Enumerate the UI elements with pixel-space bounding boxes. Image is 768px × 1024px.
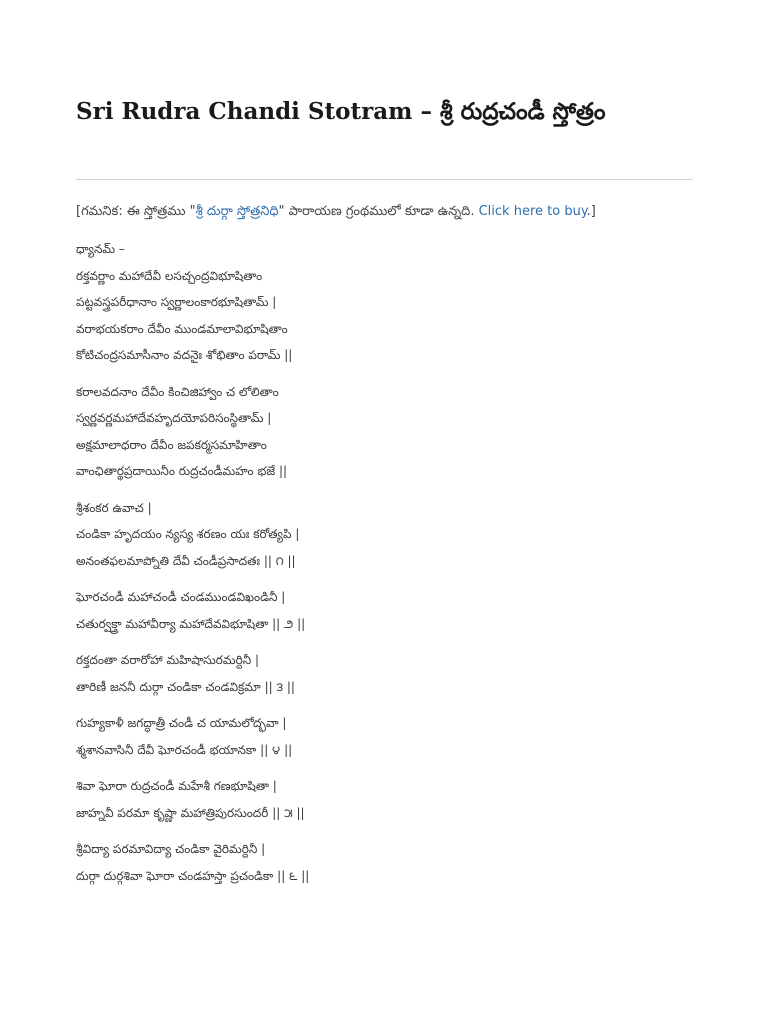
stanza: [76, 584, 693, 637]
verse-line: జాహ్నవీ పరమా కృష్ణా మహాత్రిపురసుందరీ || ౫ ||: [76, 805, 305, 820]
stanza: [76, 495, 693, 575]
page-title: Sri Rudra Chandi Stotram – శ్రీ రుద్రచండీ స్తోత్రం: [76, 98, 606, 125]
note-middle: " పారాయణ గ్రంథములో కూడా ఉన్నది.: [278, 204, 479, 219]
verse-line: చతుర్వక్త్రా మహావీర్యా మహాదేవవిభూషితా || ౨ ||: [76, 616, 306, 631]
verse-line: రక్తదంతా వరారోహా మహిషాసురమర్దినీ |: [76, 653, 259, 667]
verse-line: ధ్యానమ్ –: [76, 242, 125, 256]
verse-line: ఘోరచండీ మహాచండీ చండముండవిఖండినీ |: [76, 590, 286, 604]
stanza: [76, 710, 693, 763]
verse-line: పట్టవస్త్రపరీధానాం స్వర్ణాలంకారభూషితామ్ |: [76, 295, 277, 309]
stanza: [76, 647, 693, 700]
note-suffix: .]: [586, 204, 596, 219]
verse-line: స్వర్ణవర్ణమహాదేవహృదయోపరిసంస్థితామ్ |: [76, 411, 272, 425]
verse-line: దుర్గా దుర్గశివా ఘోరా చండహస్తా ప్రచండికా || ౬ ||: [76, 868, 310, 883]
stanza: [76, 379, 693, 485]
verse-line: శ్రీవిద్యా పరమావిద్యా చండికా వైరిమర్దినీ |: [76, 842, 266, 856]
verse-line: తారిణీ జననీ దుర్గా చండికా చండవిక్రమా || ౩ ||: [76, 679, 295, 694]
buy-link[interactable]: Click here to buy: [478, 204, 587, 219]
stanza: [76, 773, 693, 826]
verse-line: శ్రీశంకర ఉవాచ |: [76, 500, 152, 515]
stanza: [76, 836, 693, 889]
verse-line: శ్మశానవాసినీ దేవీ ఘోరచండీ భయానకా || ౪ ||: [76, 742, 293, 757]
stanza: [76, 236, 693, 369]
note: [76, 201, 596, 223]
verse-line: గుహ్యకాళీ జగద్ధాత్రీ చండీ చ యామలోద్భవా |: [76, 716, 287, 730]
note-prefix: [గమనిక: ఈ స్తోత్రము ": [76, 204, 196, 219]
verse-line: అక్షమాలాధరాం దేవీం జపకర్మసమాహితాం: [76, 437, 267, 452]
verse-line: రక్తవర్ణాం మహాదేవీ లసచ్చంద్రవిభూషితాం: [76, 268, 263, 283]
verse-line: చండికా హృదయం న్యస్య శరణం యః కరోత్యపి |: [76, 527, 300, 541]
verse-line: కరాలవదనాం దేవీం కించిజిహ్వాం చ లోలితాం: [76, 384, 279, 399]
verse-line: వాంఛితార్థప్రదాయినీం రుద్రచండీమహం భజే ||: [76, 464, 288, 478]
verse-line: వరాభయకరాం దేవీం ముండమాలావిభూషితాం: [76, 321, 288, 336]
verse-line: శివా ఘోరా రుద్రచండీ మహేశీ గణభూషితా |: [76, 779, 277, 793]
verses: [76, 236, 693, 899]
book-link[interactable]: శ్రీ దుర్గా స్తోత్రనిధి: [195, 204, 279, 219]
verse-line: అనంతఫలమాప్నోతి దేవీ చండీప్రసాదతః || ౧ ||: [76, 553, 296, 568]
verse-line: కోటిచంద్రసమాసీనాం వదనైః శోభితాం పరామ్ ||: [76, 348, 293, 362]
divider: [76, 179, 693, 180]
